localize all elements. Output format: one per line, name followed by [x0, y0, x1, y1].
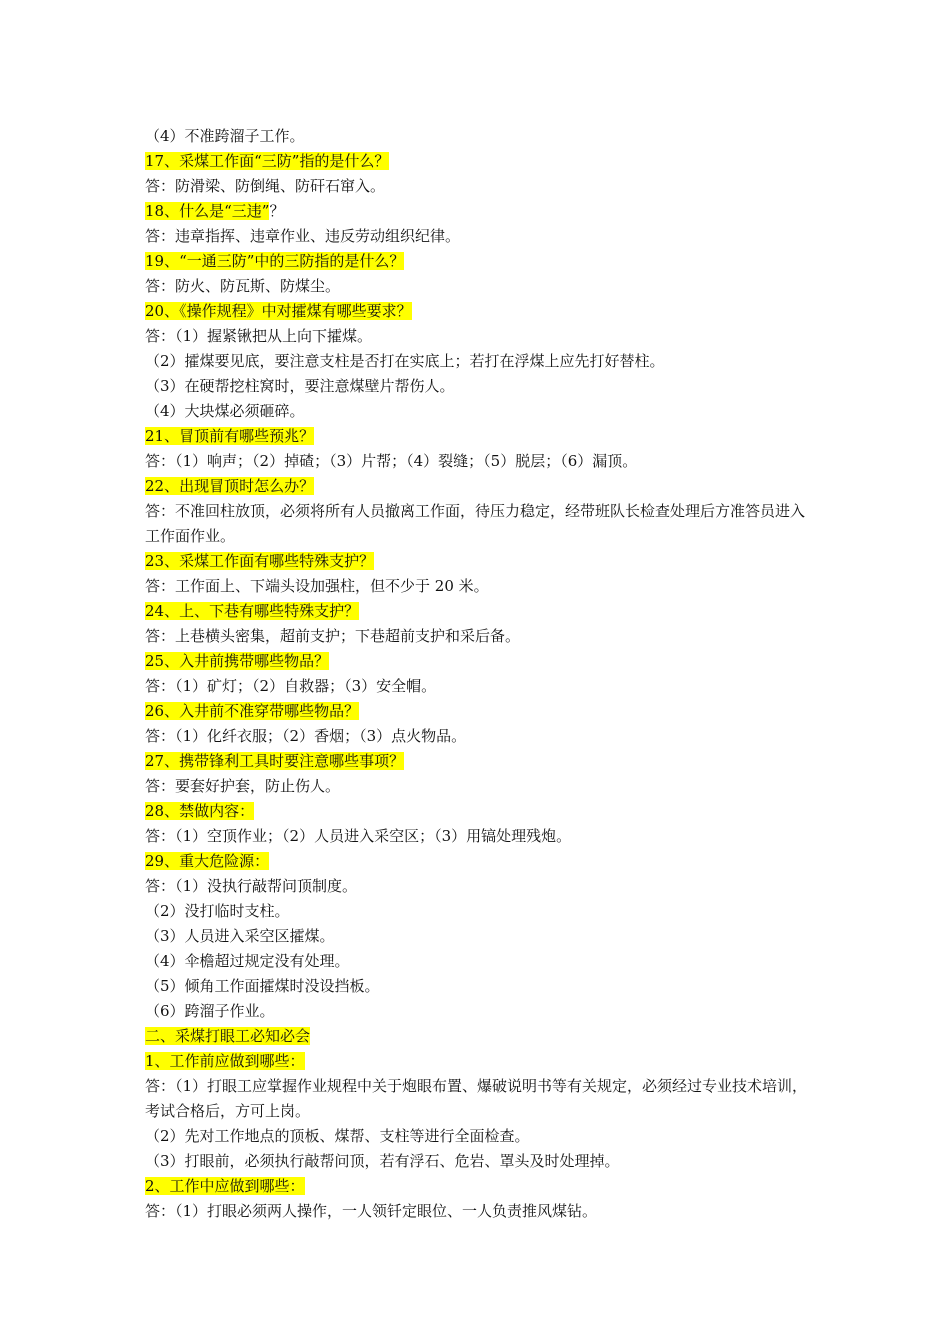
question-heading — [145, 749, 817, 774]
question-heading — [145, 849, 817, 874]
question-heading — [145, 299, 817, 324]
answer-line — [145, 999, 817, 1024]
answer-line — [145, 774, 817, 799]
answer-line — [145, 449, 817, 474]
question-heading — [145, 649, 817, 674]
line-text: 答：（1）打眼工应掌握作业规程中关于炮眼布置、爆破说明书等有关规定，必须经过专业技术培训，考试合格后，方可上岗。 — [145, 1077, 808, 1120]
line-text: 答：（1）化纤衣服；（2）香烟；（3）点火物品。 — [145, 727, 467, 745]
highlighted-text: 22、出现冒顶时怎么办？ — [145, 477, 315, 495]
line-text: 答：防火、防瓦斯、防煤尘。 — [145, 277, 341, 295]
answer-line — [145, 1149, 817, 1174]
question-heading — [145, 799, 817, 824]
highlighted-text: 29、重大危险源： — [145, 852, 270, 870]
answer-line — [145, 324, 817, 349]
highlighted-text: 28、禁做内容： — [145, 802, 255, 820]
answer-line — [145, 124, 817, 149]
answer-line — [145, 949, 817, 974]
highlighted-text: 17、采煤工作面“三防”指的是什么？ — [145, 152, 390, 170]
answer-line — [145, 899, 817, 924]
line-text: （3）打眼前，必须执行敲帮问顶，若有浮石、危岩、罩头及时处理掉。 — [145, 1152, 620, 1170]
line-text: （2）先对工作地点的顶板、煤帮、支柱等进行全面检查。 — [145, 1127, 530, 1145]
answer-line — [145, 1124, 817, 1149]
question-heading — [145, 199, 817, 224]
line-text: （3）人员进入采空区攉煤。 — [145, 927, 335, 945]
question-heading — [145, 1049, 817, 1074]
line-text: 答：要套好护套，防止伤人。 — [145, 777, 341, 795]
answer-line — [145, 824, 817, 849]
highlighted-text: 25、入井前携带哪些物品？ — [145, 652, 330, 670]
answer-line — [145, 374, 817, 399]
line-text: 答：上巷横头密集，超前支护；下巷超前支护和采后备。 — [145, 627, 521, 645]
line-text: 答：工作面上、下端头设加强柱，但不少于 20 米。 — [145, 577, 489, 595]
highlighted-text: 18、什么是“三违” — [145, 202, 270, 220]
line-text: 答：（1）握紧锹把从上向下攉煤。 — [145, 327, 373, 345]
highlighted-text: 26、入井前不准穿带哪些物品？ — [145, 702, 360, 720]
line-text: （4）伞檐超过规定没有处理。 — [145, 952, 350, 970]
line-text: （4）不准跨溜子工作。 — [145, 127, 305, 145]
question-heading — [145, 249, 817, 274]
question-heading — [145, 474, 817, 499]
question-heading — [145, 549, 817, 574]
answer-line — [145, 399, 817, 424]
line-text: （6）跨溜子作业。 — [145, 1002, 275, 1020]
highlighted-text: 23、采煤工作面有哪些特殊支护？ — [145, 552, 375, 570]
line-text: 答：（1）打眼必须两人操作，一人领钎定眼位、一人负责推风煤钻。 — [145, 1202, 598, 1220]
answer-line — [145, 499, 817, 549]
highlighted-text: 27、携带锋利工具时要注意哪些事项？ — [145, 752, 405, 770]
answer-line — [145, 274, 817, 299]
highlighted-text: 二、采煤打眼工必知必会 — [145, 1027, 311, 1045]
question-heading — [145, 599, 817, 624]
answer-line — [145, 174, 817, 199]
answer-line — [145, 624, 817, 649]
line-text: 答：防滑梁、防倒绳、防矸石窜入。 — [145, 177, 386, 195]
answer-line — [145, 1074, 817, 1124]
line-text: 答：（1）响声；（2）掉碴；（3）片帮；（4）裂缝；（5）脱层；（6）漏顶。 — [145, 452, 638, 470]
highlighted-text: 2、工作中应做到哪些： — [145, 1177, 305, 1195]
question-heading — [145, 1024, 817, 1049]
line-text: 答：违章指挥、违章作业、违反劳动组织纪律。 — [145, 227, 461, 245]
highlighted-text: 19、“一通三防”中的三防指的是什么？ — [145, 252, 405, 270]
line-text: （4）大块煤必须砸碎。 — [145, 402, 305, 420]
line-text: 答：（1）矿灯；（2）自救器；（3）安全帽。 — [145, 677, 437, 695]
line-text: 答：（1）空顶作业；（2）人员进入采空区；（3）用镐处理残炮。 — [145, 827, 572, 845]
line-tail: ？ — [269, 202, 285, 220]
document-body — [145, 124, 817, 1224]
answer-line — [145, 924, 817, 949]
answer-line — [145, 674, 817, 699]
answer-line — [145, 224, 817, 249]
line-text: （3）在硬帮挖柱窝时，要注意煤壁片帮伤人。 — [145, 377, 455, 395]
answer-line — [145, 974, 817, 999]
answer-line — [145, 1199, 817, 1224]
question-heading — [145, 424, 817, 449]
highlighted-text: 1、工作前应做到哪些： — [145, 1052, 305, 1070]
question-heading — [145, 149, 817, 174]
line-text: （5）倾角工作面攉煤时没设挡板。 — [145, 977, 380, 995]
line-text: （2）攉煤要见底，要注意支柱是否打在实底上；若打在浮煤上应先打好替柱。 — [145, 352, 665, 370]
answer-line — [145, 574, 817, 599]
line-text: 答：（1）没执行敲帮问顶制度。 — [145, 877, 358, 895]
line-text: 答：不准回柱放顶，必须将所有人员撤离工作面，待压力稳定，经带班队长检查处理后方准答员进入工作面作业。 — [145, 502, 806, 545]
highlighted-text: 24、上、下巷有哪些特殊支护？ — [145, 602, 360, 620]
answer-line — [145, 349, 817, 374]
answer-line — [145, 724, 817, 749]
answer-line — [145, 874, 817, 899]
line-text: （2）没打临时支柱。 — [145, 902, 290, 920]
highlighted-text: 21、冒顶前有哪些预兆？ — [145, 427, 315, 445]
question-heading — [145, 699, 817, 724]
highlighted-text: 20、《操作规程》中对攉煤有哪些要求？ — [145, 302, 412, 320]
question-heading — [145, 1174, 817, 1199]
